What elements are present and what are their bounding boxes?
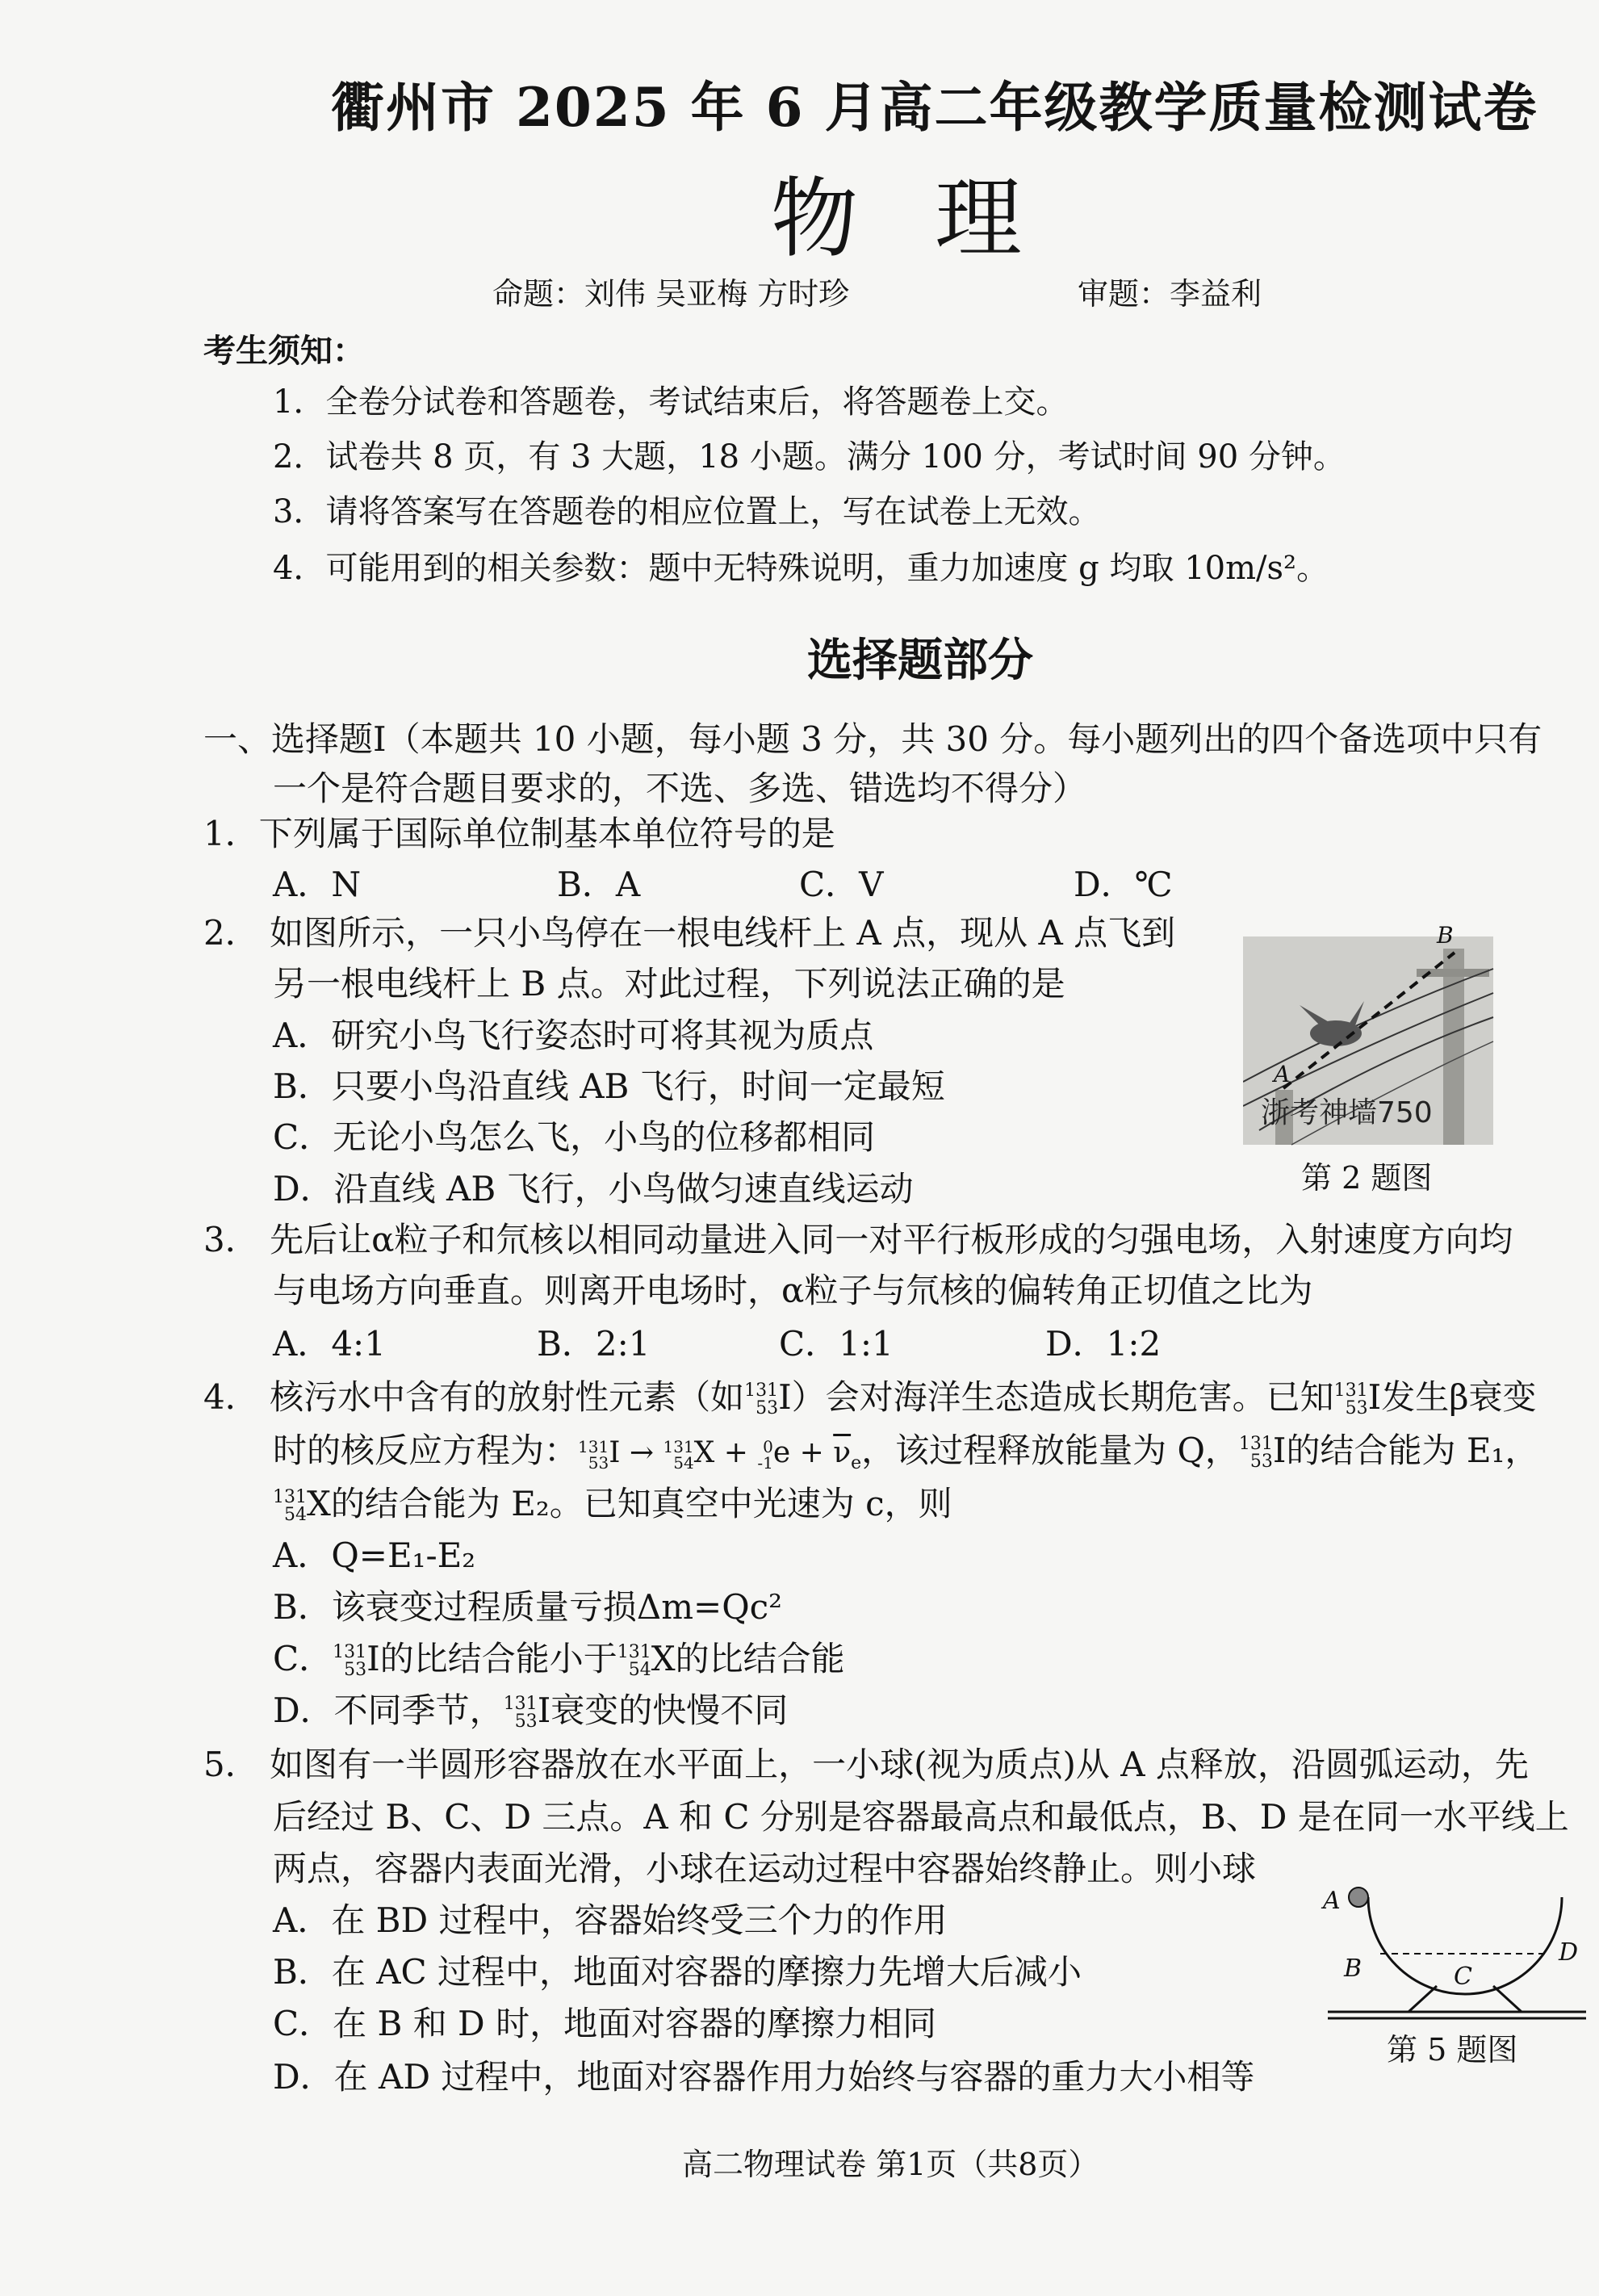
question-3-stem: 3． 先后让α粒子和氘核以相同动量进入同一对平行板形成的匀强电场，入射速度方向均 xyxy=(203,1220,1513,1259)
exam-title: 衢州市 2025 年 6 月高二年级教学质量检测试卷 xyxy=(331,76,1538,139)
question-3-stem-cont: 与电场方向垂直。则离开电场时，α粒子与氘核的偏转角正切值之比为 xyxy=(273,1271,1313,1310)
question-2-stem: 2． 如图所示，一只小鸟停在一根电线杆上 A 点，现从 A 点飞到 xyxy=(203,913,1176,953)
question-5-stem: 5． 如图有一半圆形容器放在水平面上，一小球(视为质点)从 A 点释放，沿圆弧运动，先 xyxy=(203,1745,1529,1784)
figure-point-b: B xyxy=(1344,1955,1362,1983)
watermark-text: 浙考神墙750 xyxy=(1261,1096,1433,1129)
q3-option-d: D．1:2 xyxy=(1045,1324,1162,1364)
q3-option-c: C．1:1 xyxy=(779,1324,894,1364)
question-4-stem: 4． 核污水中含有的放射性元素（如131 53I）会对海洋生态造成长期危害。已知131 53I发生β衰变 xyxy=(203,1377,1537,1418)
q5-option-d: D．在 AD 过程中，地面对容器作用力始终与容器的重力大小相等 xyxy=(273,2057,1255,2097)
section-title: 选择题部分 xyxy=(807,634,1033,687)
subject-title: 物理 xyxy=(771,169,1099,270)
nuclide-iodine: 131 53 xyxy=(333,1642,367,1680)
q4-option-b: B．该衰变过程质量亏损Δm=Qc² xyxy=(273,1587,783,1627)
q4-option-d: D．不同季节，131 53I衰变的快慢不同 xyxy=(273,1691,789,1732)
q1-option-c: C．V xyxy=(799,865,884,904)
notice-item: 2．试卷共 8 页，有 3 大题，18 小题。满分 100 分，考试时间 90 分钟。 xyxy=(273,438,1346,476)
q5-figure-container xyxy=(1320,1873,1590,2034)
figure-point-a: A xyxy=(1274,1061,1291,1087)
question-2-stem-cont: 另一根电线杆上 B 点。对此过程，下列说法正确的是 xyxy=(273,964,1065,1003)
q5-option-b: B．在 AC 过程中，地面对容器的摩擦力先增大后减小 xyxy=(273,1952,1082,1992)
figure-point-a: A xyxy=(1323,1887,1341,1915)
nuclide-iodine: 131 53 xyxy=(1238,1434,1273,1472)
question-1-stem: 1．下列属于国际单位制基本单位符号的是 xyxy=(203,814,835,853)
q5-option-a: A．在 BD 过程中，容器始终受三个力的作用 xyxy=(273,1900,948,1940)
q3-option-b: B．2:1 xyxy=(537,1324,651,1364)
q1-option-a: A．N xyxy=(273,865,362,904)
nuclide-iodine: 131 53 xyxy=(1333,1381,1368,1418)
nuclide-iodine: 131 53 xyxy=(503,1694,538,1732)
figure-point-c: C xyxy=(1454,1963,1472,1991)
nuclide-x: 131 54 xyxy=(617,1642,651,1680)
question-5-stem-cont2: 两点，容器内表面光滑，小球在运动过程中容器始终静止。则小球 xyxy=(273,1849,1257,1888)
part-heading-cont: 一个是符合题目要求的，不选、多选、错选均不得分） xyxy=(273,769,1087,808)
q5-figure-caption: 第 5 题图 xyxy=(1387,2032,1518,2068)
question-5-stem-cont: 后经过 B、C、D 三点。A 和 C 分别是容器最高点和最低点，B、D 是在同一水平线上 xyxy=(273,1797,1569,1837)
part-heading: 一、选择题Ⅰ（本题共 10 小题，每小题 3 分，共 30 分。每小题列出的四个备选项中只有 xyxy=(203,719,1542,759)
q3-option-a: A．4:1 xyxy=(273,1324,386,1364)
nuclide-x: 131 54 xyxy=(273,1487,307,1525)
q2-option-b: B．只要小鸟沿直线 AB 飞行，时间一定最短 xyxy=(273,1066,945,1106)
nuclear-equation: 131 53I → 131 54X + 0 $-1e + \overline{\nu}_e$ xyxy=(578,1436,862,1474)
q1-option-b: B．A xyxy=(557,865,641,904)
notice-item: 4．可能用到的相关参数：题中无特殊说明，重力加速度 g 均取 10m/s²。 xyxy=(273,550,1329,587)
authors-line: 命题：刘伟 吴亚梅 方时珍 xyxy=(492,276,850,312)
page-footer: 高二物理试卷 第1页（共8页） xyxy=(682,2147,1099,2182)
q4-option-a: A．Q=E₁-E₂ xyxy=(273,1536,476,1575)
nuclide-iodine: 131 53 xyxy=(744,1381,779,1418)
q2-option-d: D．沿直线 AB 飞行，小鸟做匀速直线运动 xyxy=(273,1169,914,1209)
figure-point-d: D xyxy=(1559,1938,1579,1967)
notice-item: 3．请将答案写在答题卷的相应位置上，写在试卷上无效。 xyxy=(273,493,1101,530)
q1-option-d: D．℃ xyxy=(1074,865,1173,904)
notice-heading: 考生须知： xyxy=(203,332,365,370)
q5-option-c: C．在 B 和 D 时，地面对容器的摩擦力相同 xyxy=(273,2004,937,2043)
notice-item: 1．全卷分试卷和答题卷，考试结束后，将答题卷上交。 xyxy=(273,383,1069,421)
figure-point-b: B xyxy=(1437,922,1454,949)
question-4-stem-cont2: 131 54X的结合能为 E₂。已知真空中光速为 c，则 xyxy=(273,1484,952,1525)
q2-figure-caption: 第 2 题图 xyxy=(1301,1160,1433,1196)
q2-option-a: A．研究小鸟飞行姿态时可将其视为质点 xyxy=(273,1016,874,1055)
q4-option-c: C．131 53I的比结合能小于131 54X的比结合能 xyxy=(273,1639,845,1680)
q2-option-c: C．无论小鸟怎么飞，小鸟的位移都相同 xyxy=(273,1117,876,1157)
question-4-stem-cont: 时的核反应方程为：131 53I → 131 54X + 0 $-1e + \overline{\nu}_e$，该过程释放能量为 Q，131 53I的结合能为 E₁， xyxy=(273,1431,1539,1474)
reviewer-line: 审题：李益利 xyxy=(1078,276,1262,312)
